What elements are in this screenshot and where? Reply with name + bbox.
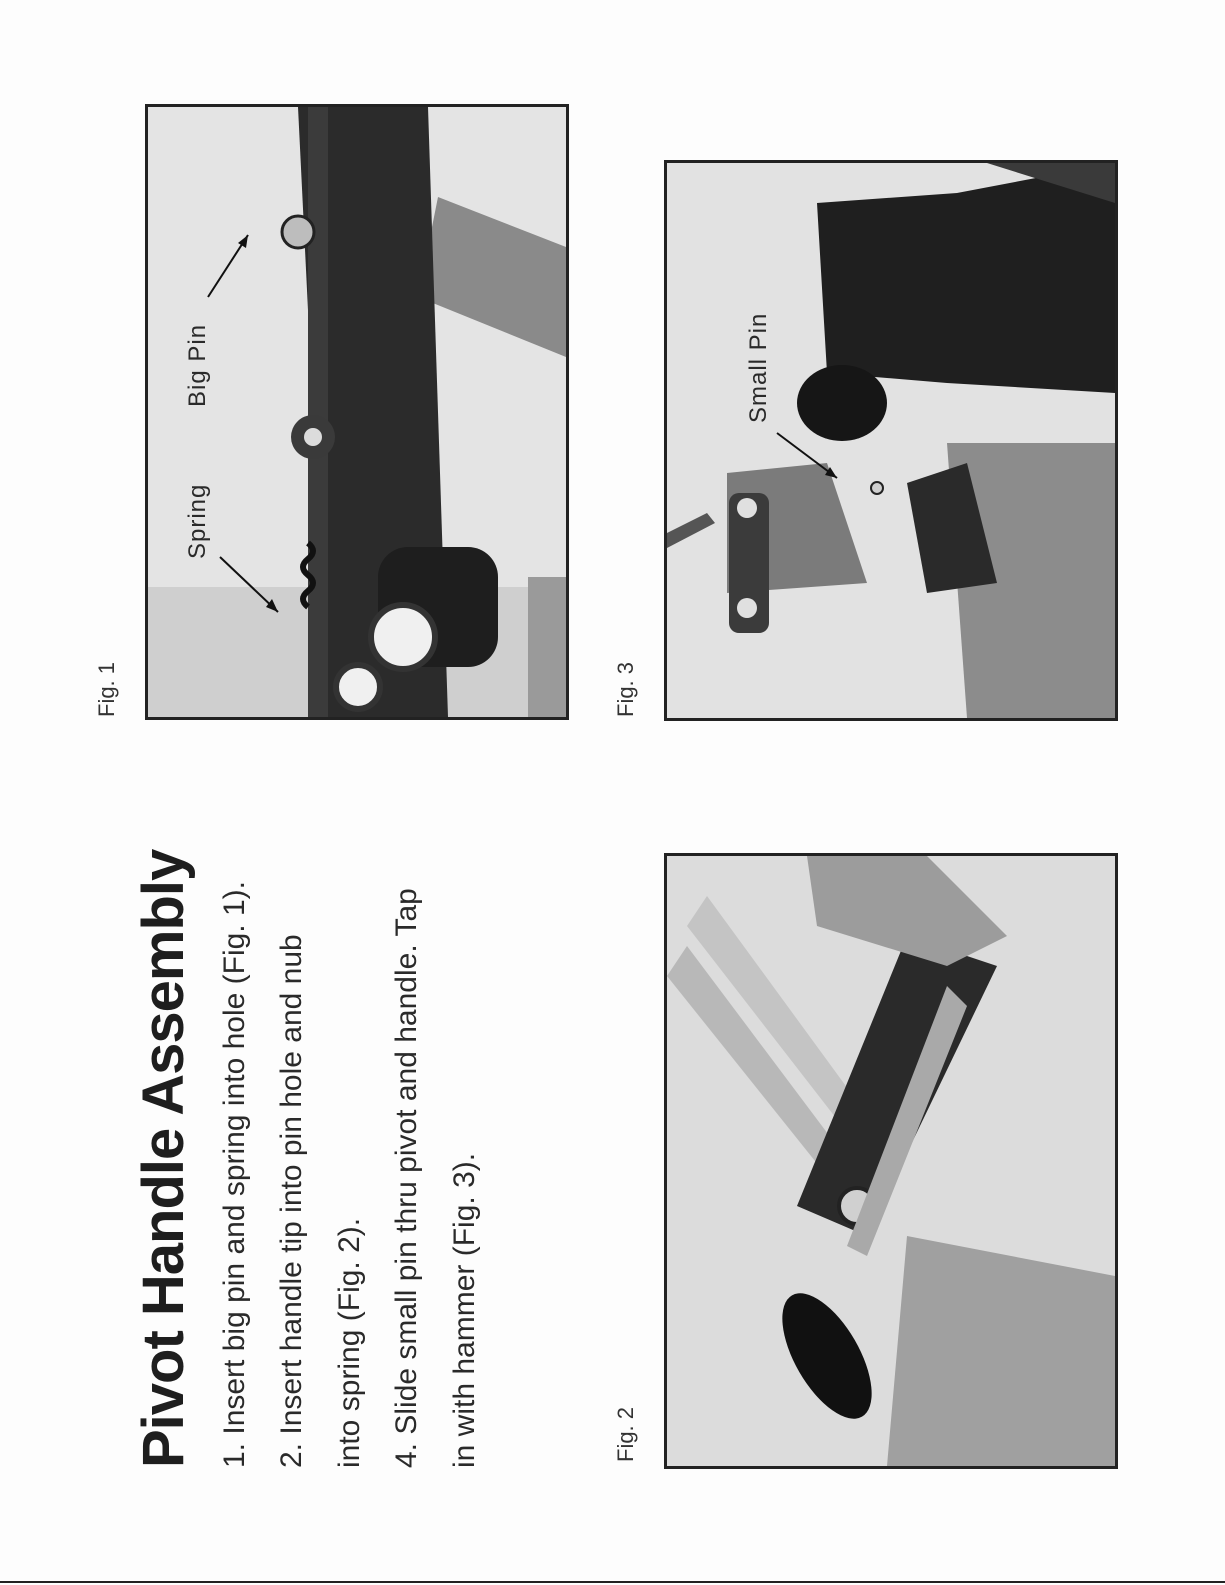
bottom-rule [0, 1581, 1225, 1583]
step-2-continued: into spring (Fig. 2). [333, 1217, 366, 1468]
callout-big-pin: Big Pin [184, 323, 211, 407]
step-4-continued: in with hammer (Fig. 3). [448, 1152, 481, 1468]
fig1-photo [145, 104, 569, 720]
step-4: 4. Slide small pin thru pivot and handle. Tap [390, 888, 423, 1468]
step-1: 1. Insert big pin and spring into hole (Fig. 1). [218, 881, 251, 1468]
fig2-illustration [667, 856, 1115, 1466]
fig1-illustration [148, 107, 566, 717]
page-title: Pivot Handle Assembly [131, 849, 196, 1468]
step-2: 2. Insert handle tip into pin hole and nub [275, 934, 308, 1468]
fig1-label: Fig. 1 [94, 661, 119, 717]
fig3-photo [664, 160, 1118, 721]
callout-small-pin: Small Pin [745, 312, 772, 423]
fig3-illustration [667, 163, 1115, 718]
fig3-label: Fig. 3 [613, 661, 638, 717]
fig2-label: Fig. 2 [613, 1406, 638, 1462]
callout-spring: Spring [184, 483, 211, 559]
fig2-photo [664, 853, 1118, 1469]
